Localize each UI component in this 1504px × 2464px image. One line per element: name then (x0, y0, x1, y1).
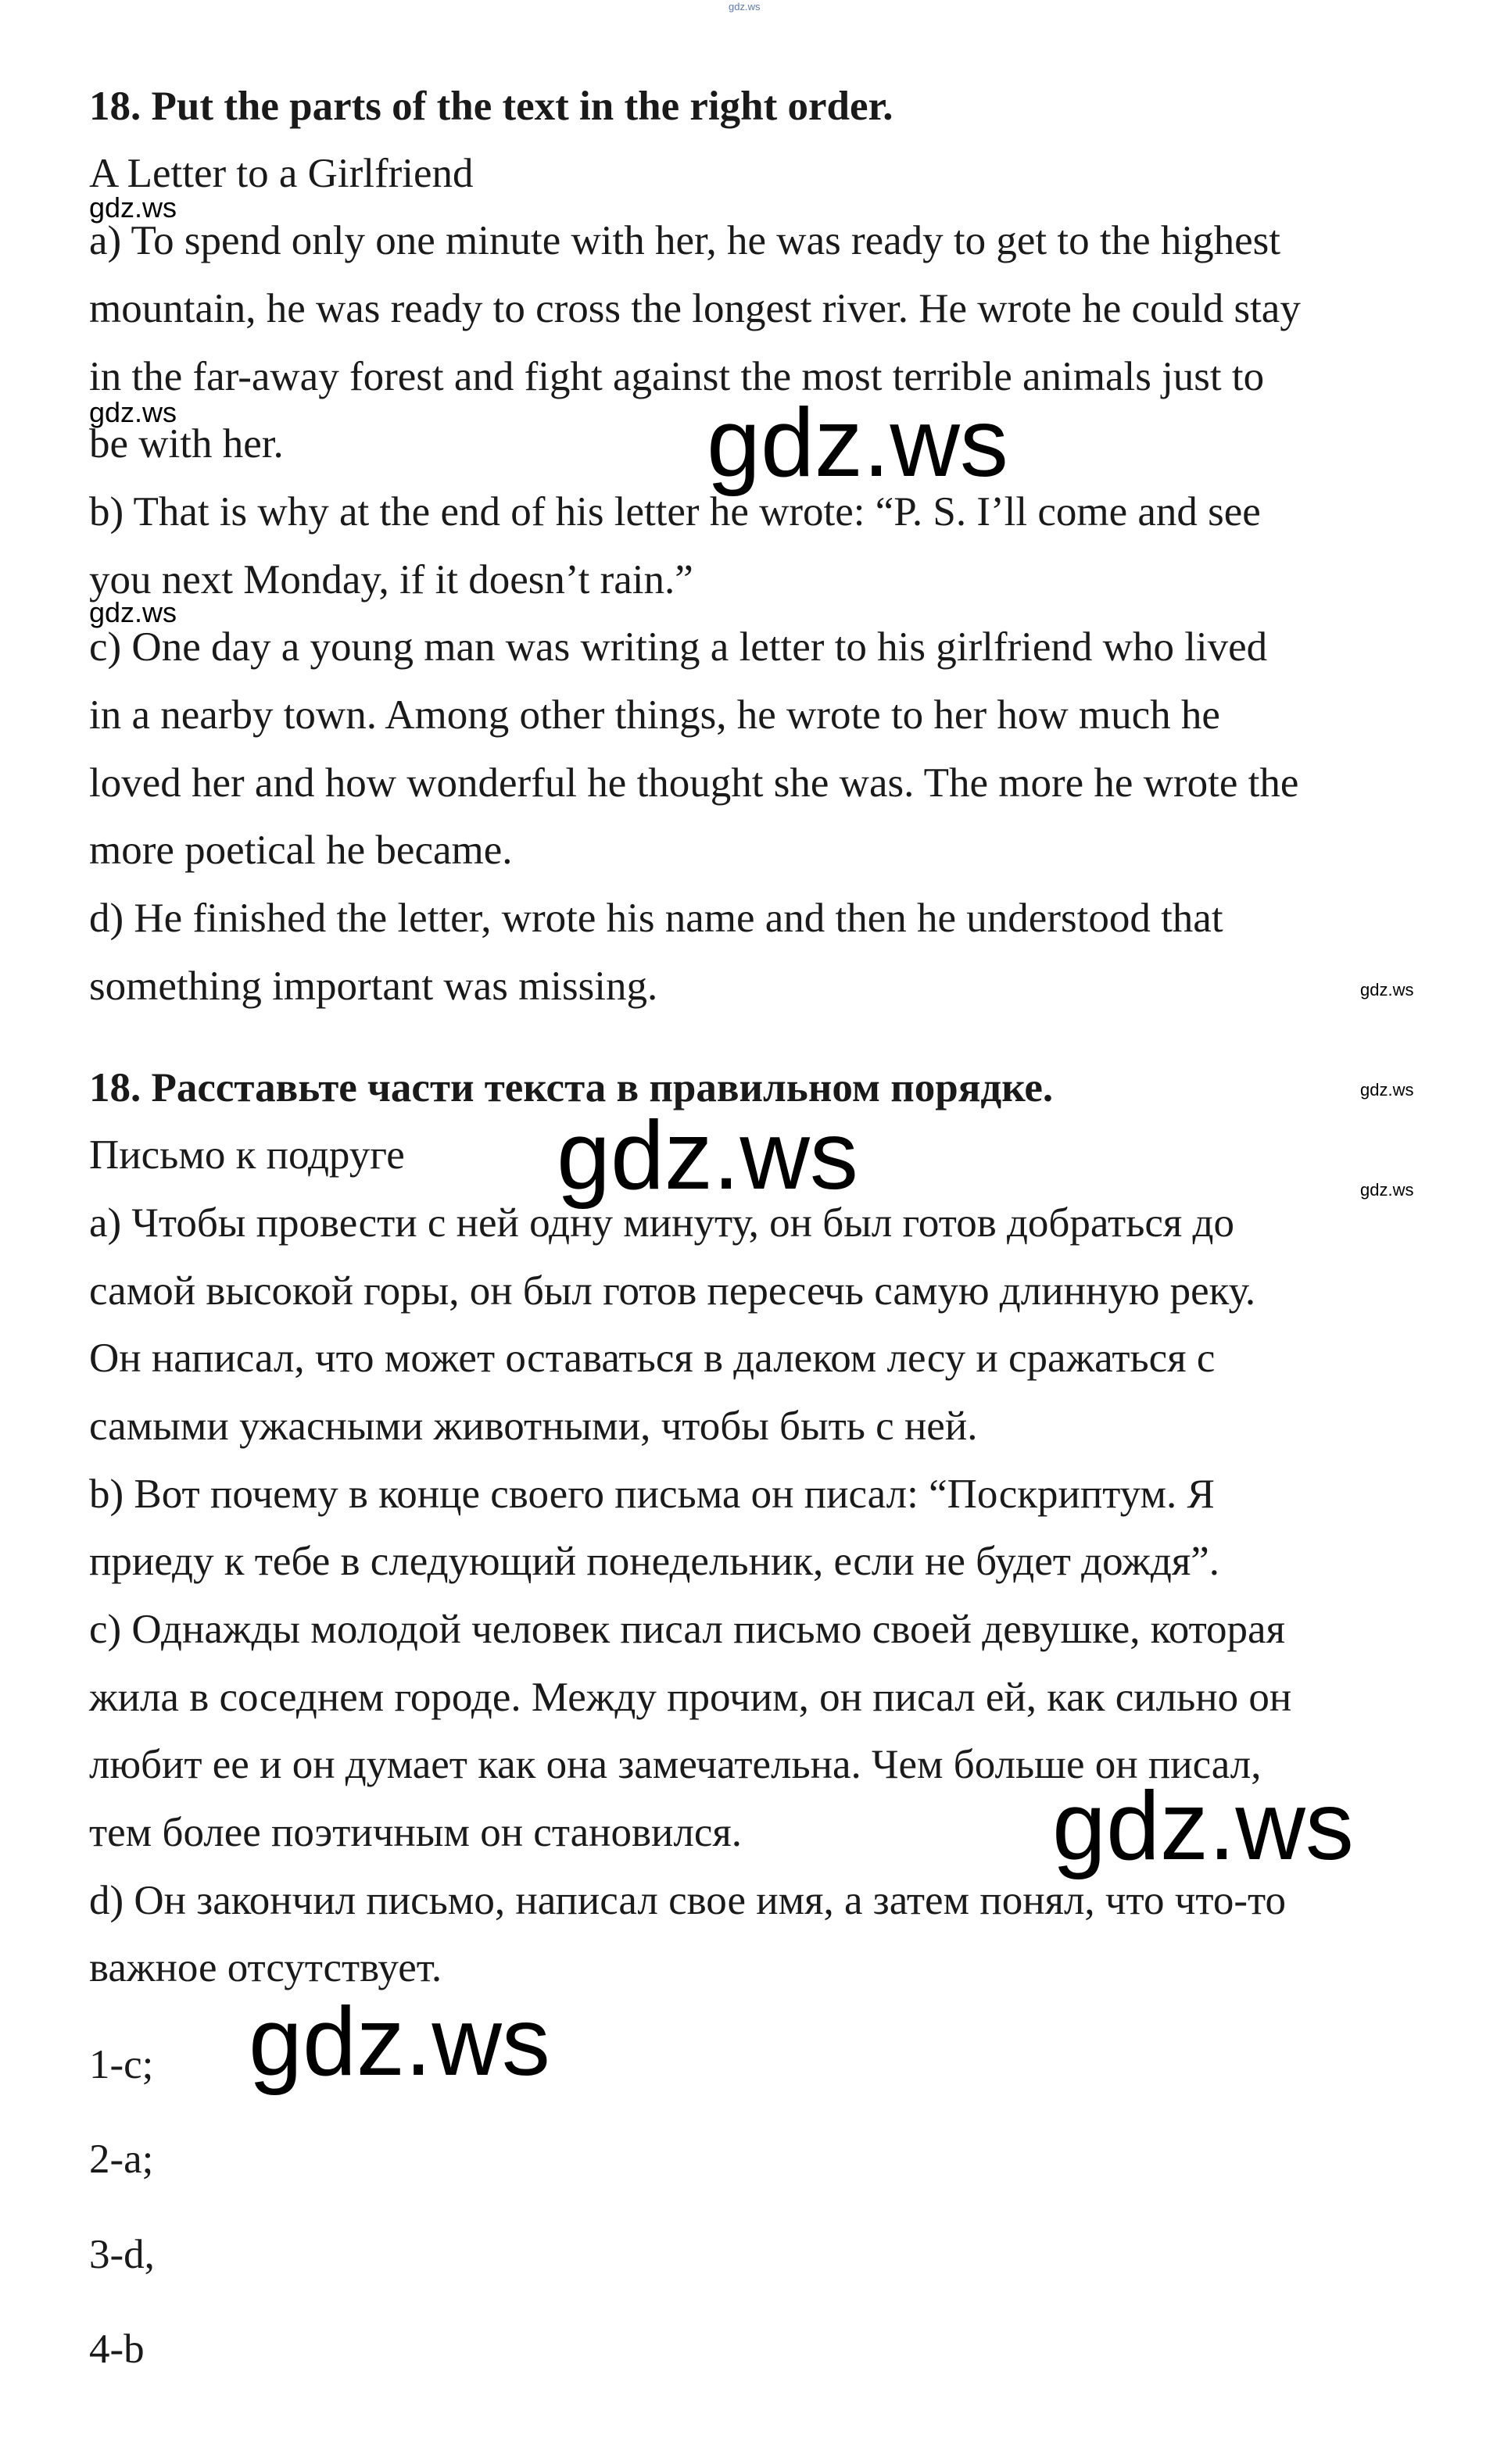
russian-line: приеду к тебе в следующий понедельник, если не будет дождя”. (89, 1539, 1220, 1584)
answer-item: 2-a; (89, 2137, 154, 2182)
watermark-large: gdz.ws (1052, 1772, 1354, 1880)
english-line: c) One day a young man was writing a letter to his girlfriend who lived (89, 624, 1268, 670)
english-line: in the far-away forest and fight against the most terrible animals just to (89, 354, 1265, 399)
english-line: b) That is why at the end of his letter he wrote: “P. S. I’ll come and see (89, 489, 1261, 535)
russian-line: a) Чтобы провести с ней одну минуту, он был готов добраться до (89, 1200, 1235, 1246)
answer-item: 4-b (89, 2326, 145, 2372)
answer-item: 1-c; (89, 2042, 154, 2087)
watermark-large: gdz.ws (249, 1988, 550, 2096)
english-line: in a nearby town. Among other things, he wrote to her how much he (89, 692, 1220, 738)
russian-line: важное отсутствует. (89, 1945, 442, 1990)
english-task-title: 18. Put the parts of the text in the right order. (89, 84, 893, 129)
watermark-small: gdz.ws (89, 396, 177, 428)
russian-story-title: Письмо к подруге (89, 1132, 405, 1178)
english-line: loved her and how wonderful he thought she was. The more he wrote the (89, 760, 1299, 806)
russian-line: жила в соседнем городе. Между прочим, он писал ей, как сильно он (89, 1675, 1292, 1720)
russian-line: Он написал, что может оставаться в далеком лесу и сражаться с (89, 1336, 1216, 1381)
watermark-top: gdz.ws (729, 1, 761, 13)
russian-line: самой высокой горы, он был готов пересечь самую длинную реку. (89, 1268, 1256, 1314)
watermark-tiny: gdz.ws (1360, 1080, 1414, 1100)
english-line: be with her. (89, 421, 284, 467)
english-line: a) To spend only one minute with her, he was ready to get to the highest (89, 218, 1280, 263)
russian-line: любит ее и он думает как она замечательна. Чем больше он писал, (89, 1742, 1262, 1787)
watermark-small: gdz.ws (89, 596, 177, 628)
russian-line: тем более поэтичным он становился. (89, 1810, 743, 1855)
english-line: more poetical he became. (89, 828, 513, 873)
english-line: you next Monday, if it doesn’t rain.” (89, 557, 693, 603)
watermark-tiny: gdz.ws (1360, 1180, 1414, 1200)
answer-item: 3-d, (89, 2232, 155, 2277)
russian-task-title: 18. Расставьте части текста в правильном порядке. (89, 1065, 1054, 1110)
russian-line: d) Он закончил письмо, написал свое имя, а затем понял, что что-то (89, 1878, 1286, 1923)
watermark-tiny: gdz.ws (1360, 980, 1414, 1000)
watermark-large: gdz.ws (707, 389, 1008, 497)
english-story-title: A Letter to a Girlfriend (89, 151, 474, 196)
watermark-small: gdz.ws (89, 191, 177, 224)
watermark-large: gdz.ws (557, 1102, 858, 1210)
english-line: something important was missing. (89, 964, 658, 1009)
russian-line: c) Однажды молодой человек писал письмо своей девушке, которая (89, 1607, 1285, 1652)
russian-line: b) Вот почему в конце своего письма он писал: “Поскриптум. Я (89, 1472, 1215, 1517)
english-line: mountain, he was ready to cross the longest river. He wrote he could stay (89, 286, 1301, 331)
english-line: d) He finished the letter, wrote his name and then he understood that (89, 896, 1223, 941)
russian-line: самыми ужасными животными, чтобы быть с ней. (89, 1404, 978, 1449)
